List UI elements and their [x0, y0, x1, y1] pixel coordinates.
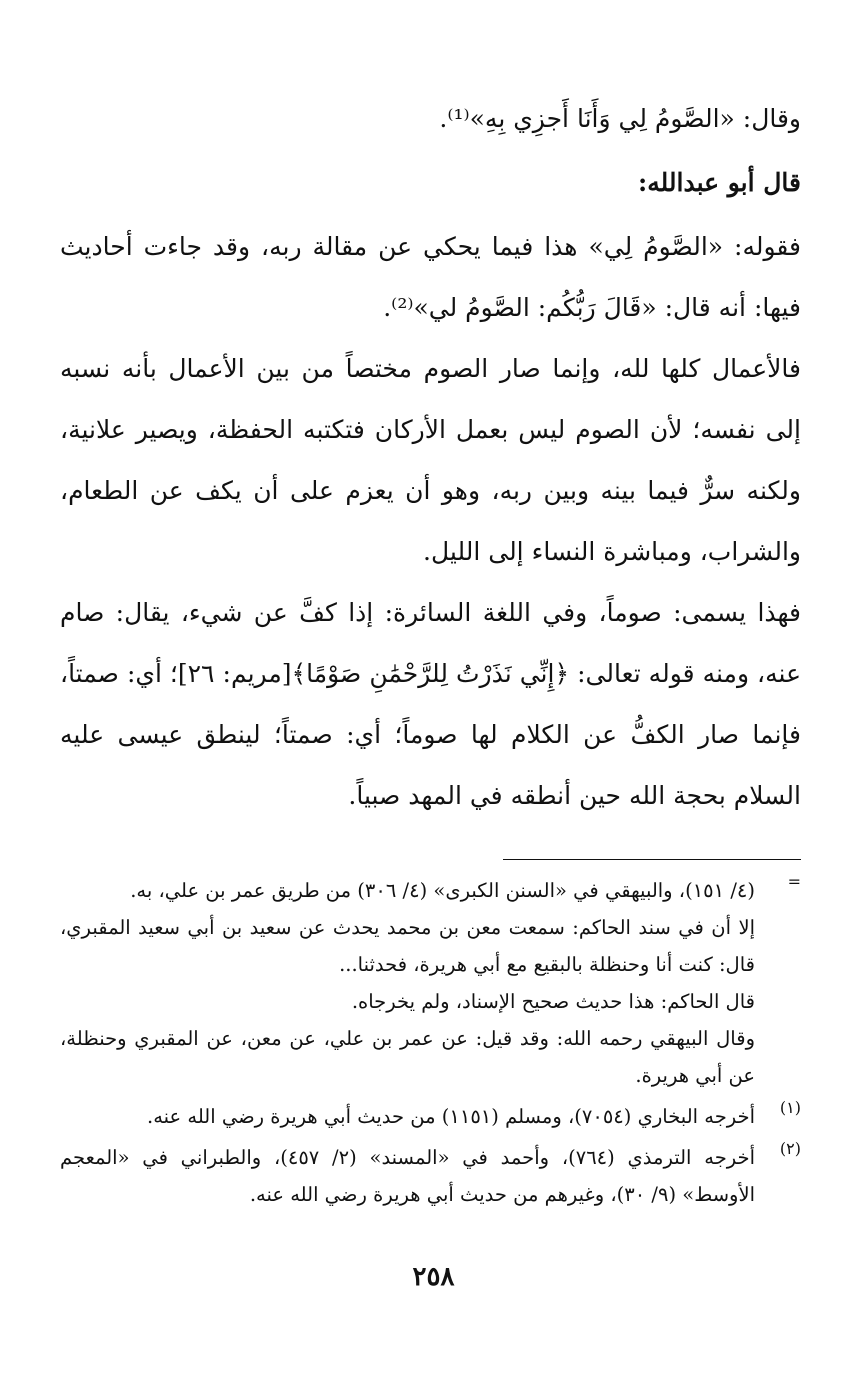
footnote-separator-wrap [60, 859, 801, 860]
paragraph-quote: وقال: «الصَّومُ لِي وَأَنَا أَجزِي بِهِ»⁽¹⁾. [439, 104, 801, 133]
paragraph-explanation: فقوله: «الصَّومُ لِي» هذا فيما يحكي عن مقالة ربه، وقد جاءت أحاديث فيها: أنه قال: «قَالَ رَبُّكُم: الصَّومُ لي»⁽²⁾. [60, 232, 801, 322]
main-text [60, 88, 801, 826]
footnotes [60, 872, 801, 1213]
footnote-text: أخرجه البخاري (٧٠٥٤)، ومسلم (١١٥١) من حديث أبي هريرة رضي الله عنه. [147, 1105, 755, 1128]
footnote-number: (١) [779, 1098, 801, 1117]
page-number: ٢٥٨ [412, 1262, 455, 1292]
footnote-1 [60, 1098, 801, 1135]
footnote-text: أخرجه الترمذي (٧٦٤)، وأحمد في «المسند» (٢/ ٤٥٧)، والطبراني في «المعجم الأوسط» (٩/ ٣٠)، وغيرهم من حديث أبي هريرة رضي الله عنه. [60, 1146, 755, 1206]
continuation-line: وقال البيهقي رحمه الله: وقد قيل: عن عمر بن علي، عن معن، عن المقبري وحنظلة، عن أبي هريرة. [60, 1027, 755, 1087]
section-heading: قال أبو عبدالله: [637, 168, 801, 197]
footnote-continuation [60, 872, 801, 1094]
footnote-number: (٢) [779, 1139, 801, 1158]
continuation-line: قال الحاكم: هذا حديث صحيح الإسناد، ولم يخرجاه. [351, 990, 755, 1013]
continuation-line: (٤/ ١٥١)، والبيهقي في «السنن الكبرى» (٤/ ٣٠٦) من طريق عمر بن علي، به. [130, 879, 755, 902]
continuation-marker: = [787, 872, 801, 891]
continuation-body [60, 872, 755, 1094]
continuation-line: إلا أن في سند الحاكم: سمعت معن بن محمد يحدث عن سعيد بن أبي سعيد المقبري، قال: كنت أنا وحنظلة بالبقيع مع أبي هريرة، فحدثنا... [60, 916, 755, 976]
footnote-2 [60, 1139, 801, 1213]
footnote-separator [503, 859, 801, 860]
paragraph-deeds: فالأعمال كلها لله، وإنما صار الصوم مختصاً من بين الأعمال بأنه نسبه إلى نفسه؛ لأن الصوم ليس بعمل الأركان فتكتبه الحفظة، ويصير علانية، ولكنه سرٌّ فيما بينه وبين ربه، وهو أن يعزم على أن يكف عن الطعام، والشراب، ومباشرة النساء إلى الليل. [60, 354, 801, 566]
paragraph-language: فهذا يسمى: صوماً، وفي اللغة السائرة: إذا كفَّ عن شيء، يقال: صام عنه، ومنه قوله تعالى: ﴿إِنِّي نَذَرْتُ لِلرَّحْمَٰنِ صَوْمًا﴾[مريم: ٢٦]؛ أي: صمتاً، فإنما صار الكفُّ عن الكلام لها صوماً؛ أي: صمتاً؛ لينطق عيسى عليه السلام بحجة الله حين أنطقه في المهد صبياً. [60, 598, 801, 810]
